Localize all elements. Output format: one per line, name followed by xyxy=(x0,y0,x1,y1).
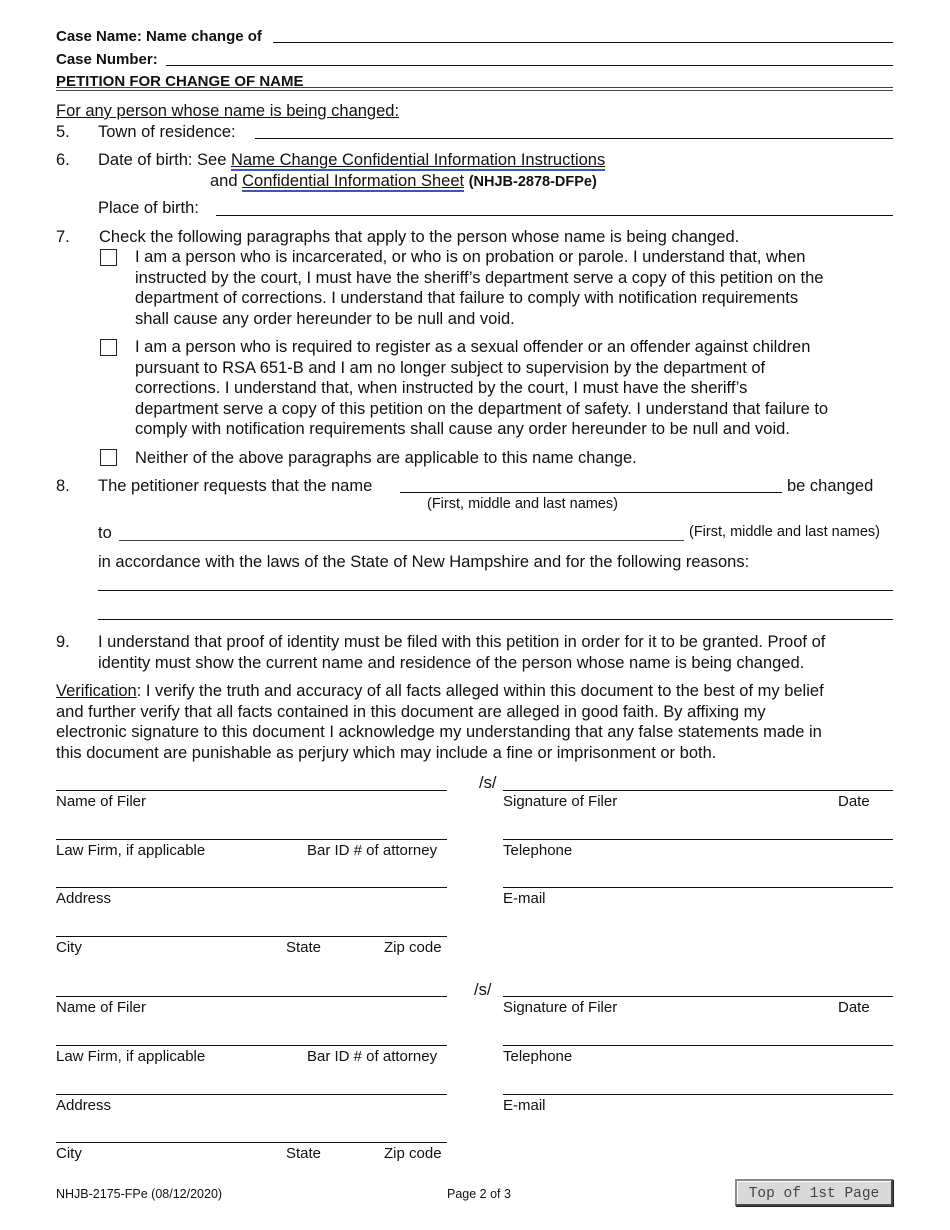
name-of-filer-field[interactable] xyxy=(56,996,447,997)
item9-number: 9. xyxy=(56,633,70,651)
title-rule-2 xyxy=(56,90,893,91)
option2-line: I am a person who is required to register as a sexual offender or an offender against children xyxy=(135,338,811,356)
form-id: NHJB-2175-FPe (08/12/2020) xyxy=(56,1187,223,1201)
town-of-residence-field[interactable] xyxy=(255,138,893,139)
state-label: State xyxy=(286,1145,322,1162)
signature-marker: /s/ xyxy=(474,981,492,999)
reasons-field-2[interactable] xyxy=(98,619,893,620)
form-code: (NHJB-2878-DFPe) xyxy=(468,174,597,190)
email-label: E-mail xyxy=(503,1097,546,1114)
item9-text xyxy=(98,632,825,673)
page-number: Page 2 of 3 xyxy=(447,1187,511,1201)
checkbox-sex-offender[interactable] xyxy=(100,339,117,356)
confidential-sheet-link[interactable]: Confidential Information Sheet xyxy=(242,172,465,190)
bar-id-label: Bar ID # of attorney xyxy=(307,1048,438,1065)
checkbox-incarcerated[interactable] xyxy=(100,249,117,266)
item8-number: 8. xyxy=(56,477,70,495)
option1-line: I am a person who is incarcerated, or who is on probation or parole. I understand that, when xyxy=(135,248,806,266)
option2-line: corrections. I understand that, when instructed by the court, I must have the sheriff’s xyxy=(135,379,748,398)
checkbox-neither[interactable] xyxy=(100,449,117,466)
zip-label: Zip code xyxy=(384,1145,442,1162)
dob-and: and xyxy=(210,172,238,190)
telephone-label: Telephone xyxy=(503,842,573,859)
city-state-zip-field[interactable] xyxy=(56,1142,447,1143)
option1-line: department of corrections. I understand that failure to comply with notification requirements xyxy=(135,289,799,308)
item7-intro: Check the following paragraphs that apply to the person whose name is being changed. xyxy=(99,228,740,246)
state-label: State xyxy=(286,939,322,956)
verification-line-1 xyxy=(56,681,824,702)
law-firm-label: Law Firm, if applicable xyxy=(56,842,206,859)
reasons-field-1[interactable] xyxy=(98,590,893,591)
new-name-hint: (First, middle and last names) xyxy=(689,524,880,540)
item5-number: 5. xyxy=(56,123,70,141)
email-field[interactable] xyxy=(503,1094,893,1095)
option-incarcerated-text xyxy=(135,247,823,329)
telephone-label: Telephone xyxy=(503,1048,573,1065)
case-name-field[interactable] xyxy=(273,42,893,43)
law-firm-label: Law Firm, if applicable xyxy=(56,1048,206,1065)
section-intro: For any person whose name is being changed: xyxy=(56,102,400,120)
signature-of-filer-field[interactable] xyxy=(503,790,893,791)
current-name-field[interactable] xyxy=(400,492,782,493)
confidential-instructions-link[interactable]: Name Change Confidential Information Instructions xyxy=(231,151,606,169)
case-number-field[interactable] xyxy=(166,65,893,66)
item9-line: I understand that proof of identity must be filed with this petition in order for it to be granted. Proof of xyxy=(98,633,826,651)
option2-line: comply with notification requirements shall cause any order hereunder to be null and void. xyxy=(135,420,790,439)
title-rule xyxy=(56,87,893,88)
option-sex-offender-text xyxy=(135,337,828,440)
address-field[interactable] xyxy=(56,1094,447,1095)
address-field[interactable] xyxy=(56,887,447,888)
city-label: City xyxy=(56,1145,82,1162)
verification-line: and further verify that all facts contained in this document are alleged in good faith. By affixing my xyxy=(56,702,766,721)
address-label: Address xyxy=(56,890,112,907)
verification-label: Verification xyxy=(56,682,137,700)
email-label: E-mail xyxy=(503,890,546,907)
new-name-field[interactable] xyxy=(119,540,684,541)
place-of-birth-label: Place of birth: xyxy=(98,199,199,217)
case-number-label: Case Number: xyxy=(56,51,158,68)
law-firm-field[interactable] xyxy=(56,839,447,840)
address-label: Address xyxy=(56,1097,112,1114)
law-firm-field[interactable] xyxy=(56,1045,447,1046)
option-neither-text: Neither of the above paragraphs are applicable to this name change. xyxy=(135,449,637,467)
item7-number: 7. xyxy=(56,228,70,246)
petition-title: PETITION FOR CHANGE OF NAME xyxy=(56,73,304,90)
option1-line: instructed by the court, I must have the sheriff’s department serve a copy of this petition on the xyxy=(135,268,824,287)
dob-prefix: Date of birth: See xyxy=(98,151,227,169)
name-of-filer-field[interactable] xyxy=(56,790,447,791)
dob-line-2 xyxy=(210,171,597,192)
signature-of-filer-label: Signature of Filer xyxy=(503,999,618,1016)
dob-line xyxy=(98,150,605,170)
case-name-label: Case Name: Name change of xyxy=(56,28,262,45)
email-field[interactable] xyxy=(503,887,893,888)
item8-to: to xyxy=(98,524,112,542)
verification-line: electronic signature to this document I acknowledge my understanding that any false statements made in xyxy=(56,723,822,742)
item9-line: identity must show the current name and residence of the person whose name is being changed. xyxy=(98,653,805,672)
item5-label: Town of residence: xyxy=(98,123,236,141)
verification-text xyxy=(56,681,824,763)
signature-marker: /s/ xyxy=(479,774,497,792)
bar-id-label: Bar ID # of attorney xyxy=(307,842,438,859)
date-label: Date xyxy=(838,793,870,810)
city-label: City xyxy=(56,939,82,956)
current-name-hint: (First, middle and last names) xyxy=(427,496,618,512)
option2-line: pursuant to RSA 651-B and I am no longer subject to supervision by the department of xyxy=(135,358,766,377)
verification-line: this document are punishable as perjury which may include a fine or imprisonment or both. xyxy=(56,743,717,762)
telephone-field[interactable] xyxy=(503,839,893,840)
telephone-field[interactable] xyxy=(503,1045,893,1046)
place-of-birth-field[interactable] xyxy=(216,215,893,216)
signature-of-filer-label: Signature of Filer xyxy=(503,793,618,810)
date-label: Date xyxy=(838,999,870,1016)
option1-line: shall cause any order hereunder to be null and void. xyxy=(135,309,515,328)
verification-first-rest: : I verify the truth and accuracy of all facts alleged within this document to the best of my belief xyxy=(136,682,824,700)
item6-number: 6. xyxy=(56,151,70,169)
name-of-filer-label: Name of Filer xyxy=(56,793,147,810)
item8-suffix: be changed xyxy=(787,477,874,495)
city-state-zip-field[interactable] xyxy=(56,936,447,937)
top-of-first-page-button[interactable]: Top of 1st Page xyxy=(735,1179,893,1206)
option2-line: department serve a copy of this petition on the department of safety. I understand that failure to xyxy=(135,399,829,418)
signature-of-filer-field[interactable] xyxy=(503,996,893,997)
item8-prefix: The petitioner requests that the name xyxy=(98,477,373,495)
reasons-intro: in accordance with the laws of the State of New Hampshire and for the following reasons: xyxy=(98,553,750,571)
zip-label: Zip code xyxy=(384,939,442,956)
name-of-filer-label: Name of Filer xyxy=(56,999,147,1016)
